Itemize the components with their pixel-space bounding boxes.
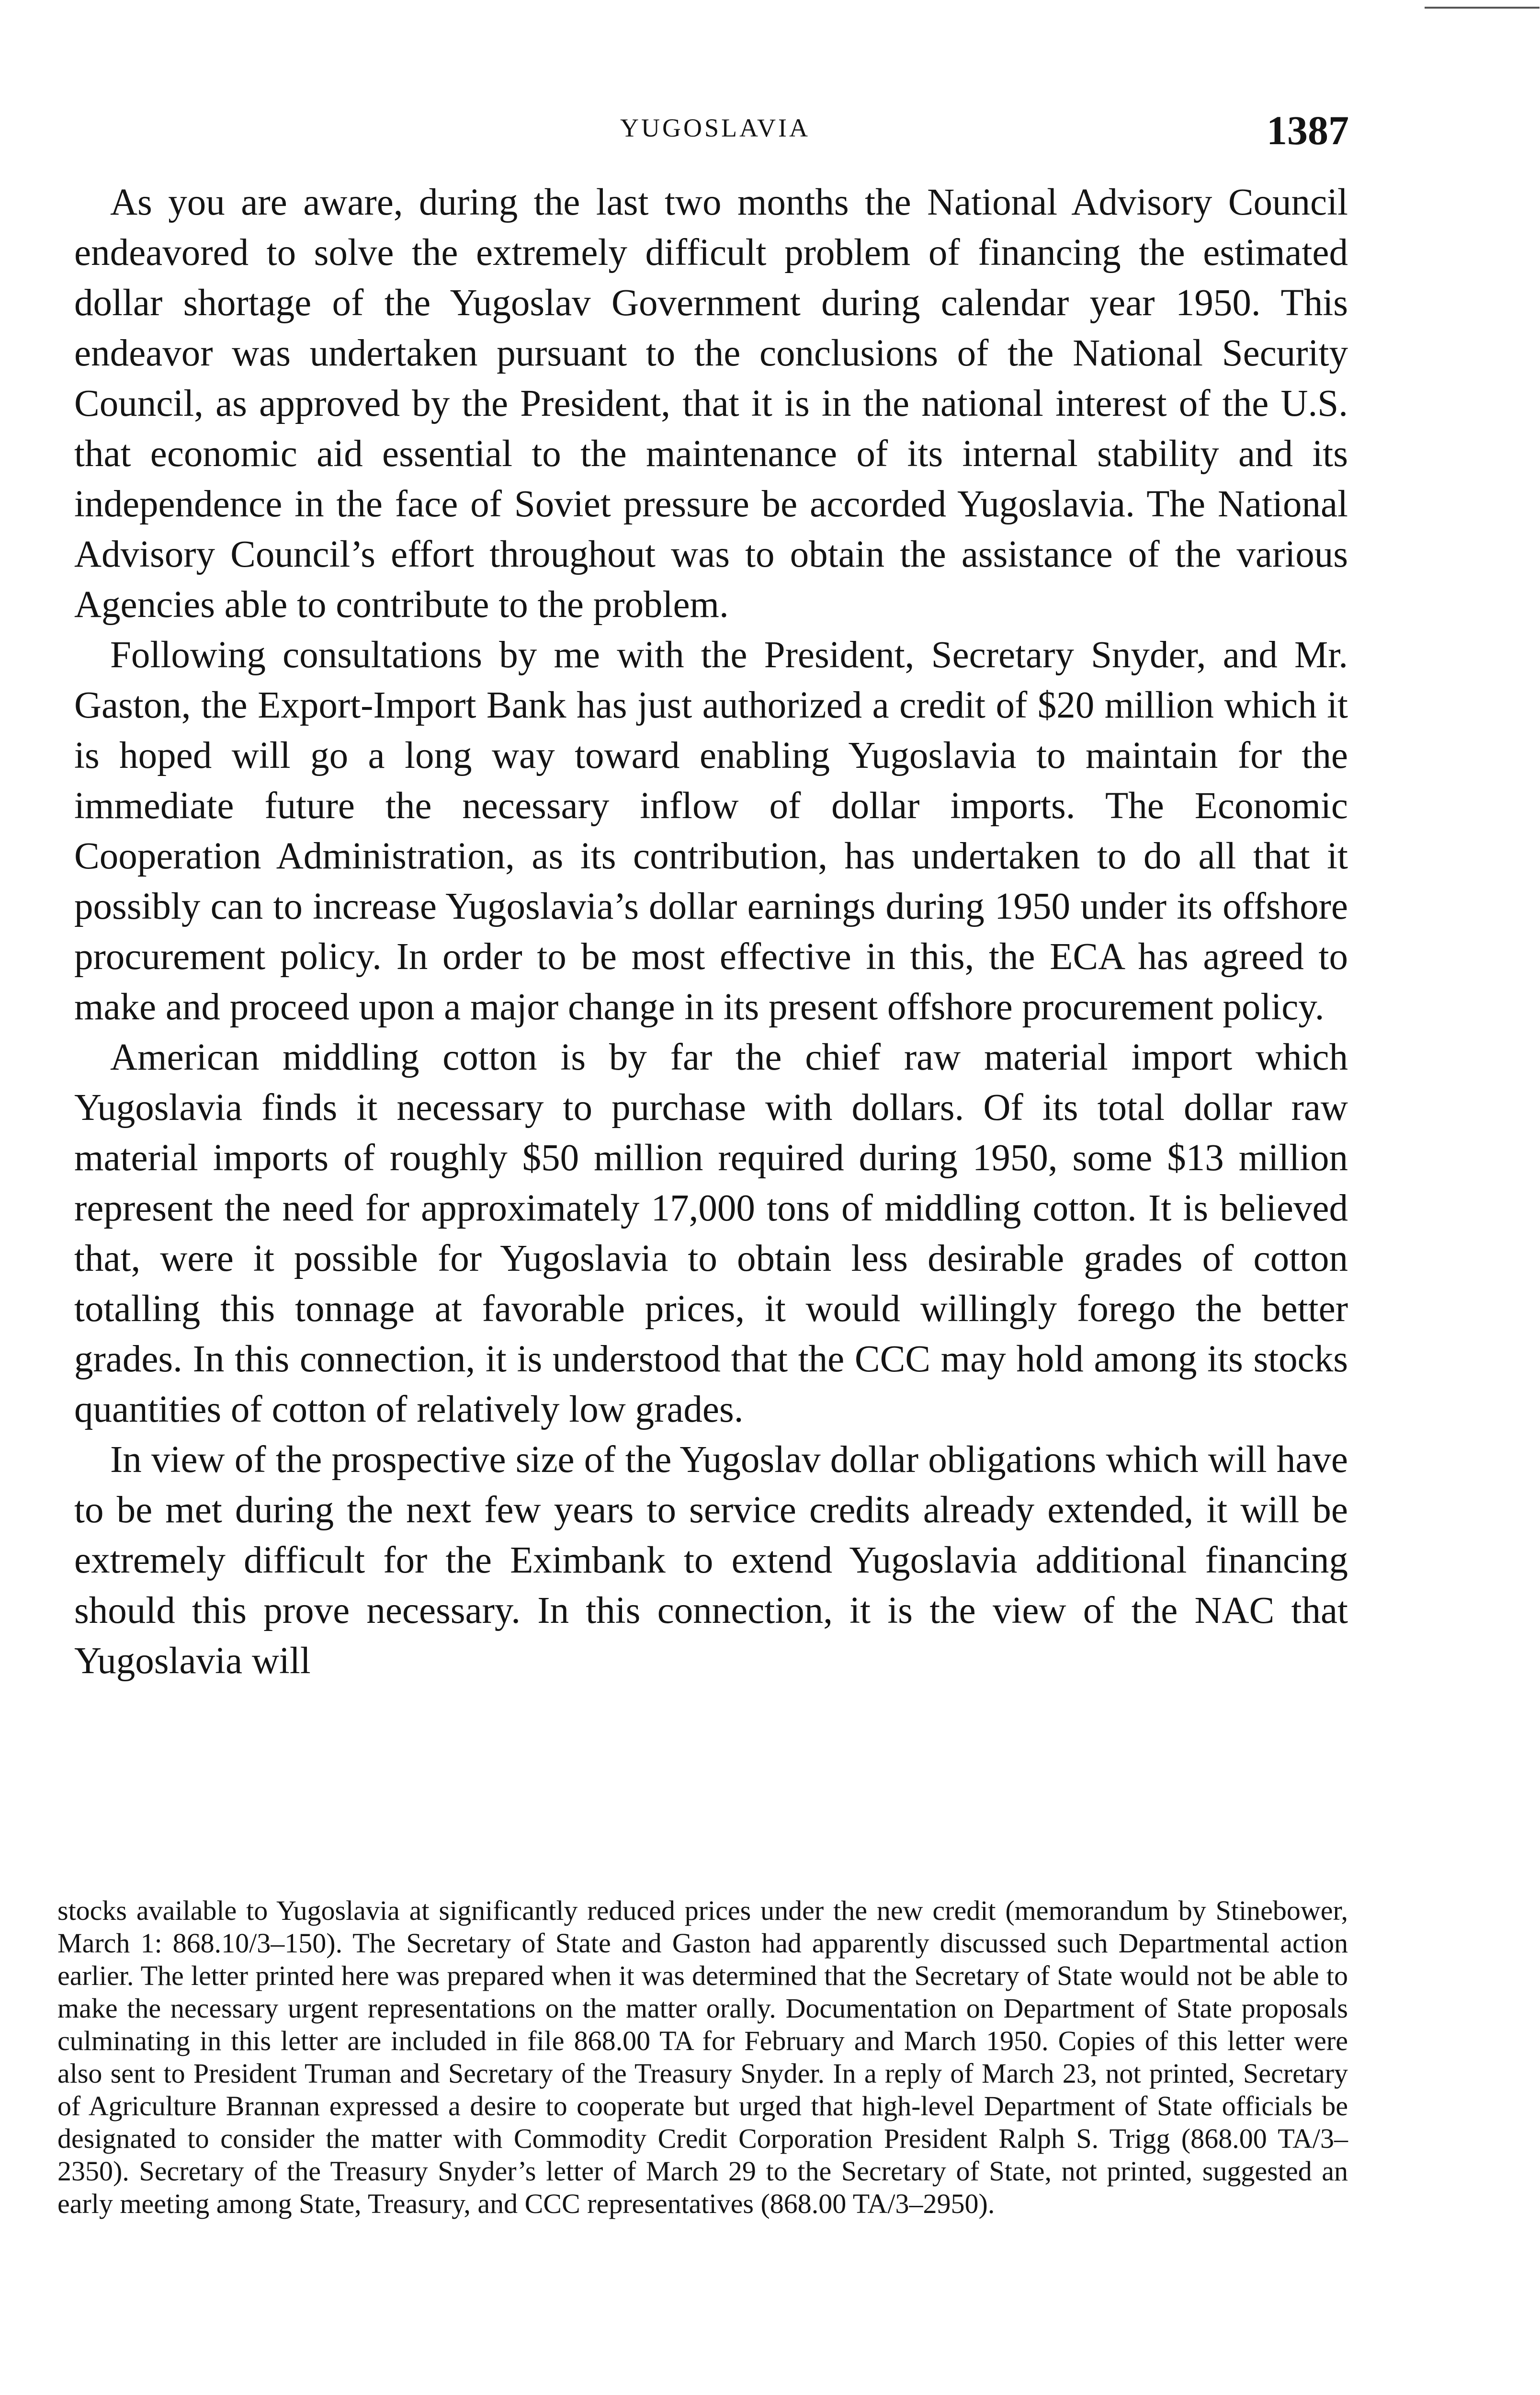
top-edge-rule: [1425, 7, 1540, 9]
body-text: [74, 177, 1348, 1686]
body-paragraph: In view of the prospective size of the Yugoslav dollar obligations which will have to be met during the next few years to service credits already extended, it will be extremely difficult for the Eximbank to extend Yugoslavia additional financing should this prove necessary. In this connection, it is the view of the NAC that Yugoslavia will: [74, 1439, 1348, 1682]
footnote: [57, 1894, 1348, 2220]
running-head: [0, 106, 1540, 154]
body-paragraph: American middling cotton is by far the chief raw material import which Yugoslavia finds it necessary to purchase with dollars. Of its total dollar raw material imports of roughly $50 million required during 1950, some $13 million represent the need for approximately 17,000 tons of middling cotton. It is believed that, were it possible for Yugoslavia to obtain less desirable grades of cotton totalling this tonnage at favorable prices, it would willingly forego the better grades. In this connection, it is understood that the CCC may hold among its stocks quantities of cotton of relatively low grades.: [74, 1037, 1348, 1430]
footnote-text: stocks available to Yugoslavia at significantly reduced prices under the new credit (memorandum by Stinebower, March 1: 868.10/3–150). The Secretary of State and Gaston had apparently discussed such Departmental action earlier. The letter printed here was prepared when it was determined that the Secretary of State would not be able to make the necessary urgent representations on the matter orally. Documentation on Department of State proposals culminating in this letter are included in file 868.00 TA for February and March 1950. Copies of this letter were also sent to President Truman and Secretary of the Treasury Snyder. In a reply of March 23, not printed, Secretary of Agriculture Brannan expressed a desire to cooperate but urged that high-level Department of State officials be designated to consider the matter with Commodity Credit Corporation President Ralph S. Trigg (868.00 TA/3–2350). Secretary of the Treasury Snyder’s letter of March 29 to the Secretary of State, not printed, suggested an early meeting among State, Treasury, and CCC representatives (868.00 TA/3–2950).: [57, 1895, 1348, 2219]
running-head-title: YUGOSLAVIA: [620, 114, 811, 142]
body-paragraph: As you are aware, during the last two months the National Advisory Council endeavored to solve the extremely difficult problem of financing the estimated dollar shortage of the Yugoslav Government during calendar year 1950. This endeavor was undertaken pursuant to the conclusions of the National Security Council, as approved by the President, that it is in the national interest of the U.S. that economic aid essential to the maintenance of its internal stability and its independence in the face of Soviet pressure be accorded Yugoslavia. The National Advisory Council’s effort throughout was to obtain the assistance of the various Agencies able to contribute to the problem.: [74, 182, 1348, 626]
page-number: 1387: [1267, 107, 1349, 153]
body-paragraph: Following consultations by me with the President, Secretary Snyder, and Mr. Gaston, the Export-Import Bank has just authorized a credit of $20 million which it is hoped will go a long way toward enabling Yugoslavia to maintain for the immediate future the necessary inflow of dollar imports. The Economic Cooperation Administration, as its contribution, has undertaken to do all that it possibly can to increase Yugoslavia’s dollar earnings during 1950 under its offshore procurement policy. In order to be most effective in this, the ECA has agreed to make and proceed upon a major change in its present offshore procurement policy.: [74, 634, 1348, 1028]
